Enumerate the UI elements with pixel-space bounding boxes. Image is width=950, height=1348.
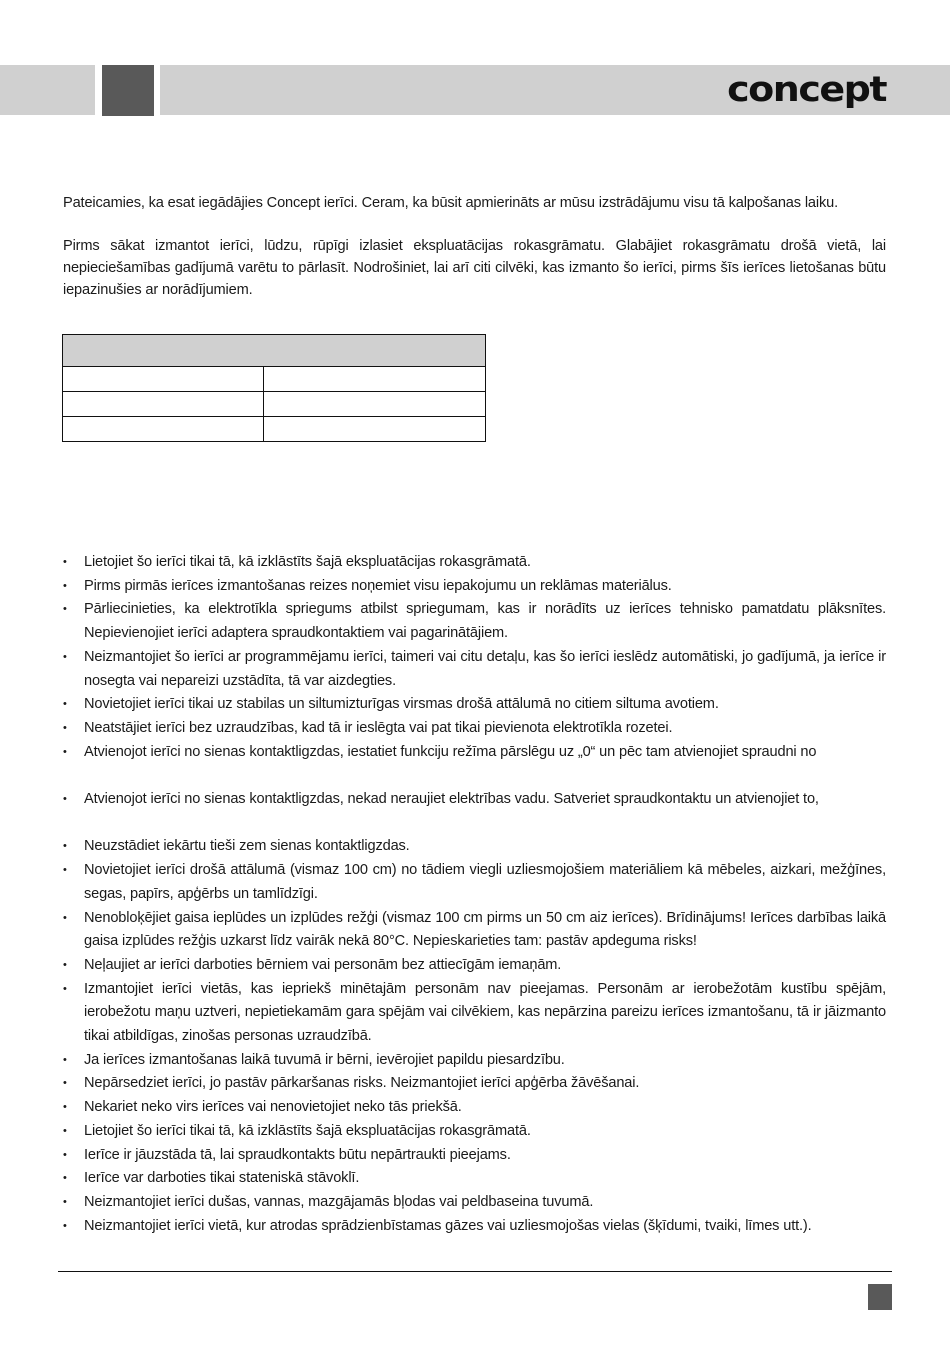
list-item: • Nepārsedziet ierīci, jo pastāv pārkaršanas risks. Neizmantojiet ierīci apģērba žāvēšanai. xyxy=(63,1072,886,1096)
table-row xyxy=(63,417,486,442)
list-item: • Neizmantojiet ierīci vietā, kur atrodas sprādzienbīstamas gāzes vai uzliesmojošas vielas (šķīdumi, tvaiki, līmes utt.). xyxy=(63,1215,886,1239)
footer-divider xyxy=(58,1271,892,1272)
list-item: • Atvienojot ierīci no sienas kontaktligzdas, iestatiet funkciju režīma pārslēgu uz „0“ un pēc tam atvienojiet spraudni no xyxy=(63,741,886,765)
list-item: • Neizmantojiet ierīci dušas, vannas, mazgājamās bļodas vai peldbaseina tuvumā. xyxy=(63,1191,886,1215)
spec-table-header-row xyxy=(63,335,486,367)
list-item: • Pirms pirmās ierīces izmantošanas reizes noņemiet visu iepakojumu un reklāmas materiālus. xyxy=(63,575,886,599)
spec-table-cell xyxy=(63,367,264,392)
list-item: • Nekariet neko virs ierīces vai nenovietojiet neko tās priekšā. xyxy=(63,1096,886,1120)
list-item: • Neuzstādiet iekārtu tieši zem sienas kontaktligzdas. xyxy=(63,835,886,859)
spec-table-header-cell xyxy=(63,335,486,367)
list-item: • Neizmantojiet šo ierīci ar programmējamu ierīci, taimeri vai citu detaļu, kas šo ierīci ieslēdz automātiski, jo gadījumā, ja ierīce ir nosegta vai nepareizi uzstādīta, tā var aizdegties. xyxy=(63,646,886,693)
list-item: • Izmantojiet ierīci vietās, kas iepriekš minētajām personām nav pieejamas. Personām ar ierobežotām kustību spējām, ierobežotu maņu uztveri, nepietiekamām gara spējām vai cilvēkiem, kas nepārzina pareizu ierīces izmantošanu, tā ir jāizmanto tikai atbildīgas, zinošas personas uzraudzībā. xyxy=(63,978,886,1049)
spec-table xyxy=(62,334,486,442)
list-item: • Nenobloķējiet gaisa ieplūdes un izplūdes režģi (vismaz 100 cm pirms un 50 cm aiz ierīces). Brīdinājums! Ierīces darbības laikā gaisa izplūdes režģis uzkarst līdz vairāk nekā 80°C. Nepieskarieties tam: pastāv apdeguma risks! xyxy=(63,907,886,954)
spec-table-cell xyxy=(264,392,486,417)
list-item: • Neatstājiet ierīci bez uzraudzības, kad tā ir ieslēgta vai pat tikai pievienota elektrotīkla rozetei. xyxy=(63,717,886,741)
safety-instructions-list xyxy=(63,551,886,1238)
header-accent-square xyxy=(102,65,154,116)
intro-paragraph-thanks: Pateicamies, ka esat iegādājies Concept ierīci. Ceram, ka būsit apmierināts ar mūsu izstrādājumu visu tā kalpošanas laiku. xyxy=(63,195,838,211)
intro-paragraph-read-manual: Pirms sākat izmantot ierīci, lūdzu, rūpīgi izlasiet ekspluatācijas rokasgrāmatu. Glabājiet rokasgrāmatu drošā vietā, lai nepieciešamības gadījumā varētu to pārlasīt. Nodrošiniet, lai arī citi cilvēki, kas izmanto šo ierīci, pirms šīs ierīces lietošanas būtu iepazinušies ar norādījumiem. xyxy=(63,238,886,298)
list-item: • Ja ierīces izmantošanas laikā tuvumā ir bērni, ievērojiet papildu piesardzību. xyxy=(63,1049,886,1073)
list-item: • Ierīce var darboties tikai stateniskā stāvoklī. xyxy=(63,1167,886,1191)
list-item: • Novietojiet ierīci drošā attālumā (vismaz 100 cm) no tādiem viegli uzliesmojošiem materiāliem kā mēbeles, aizkari, mežģīnes, segas, papīrs, apģērbs un tamlīdzīgi. xyxy=(63,859,886,906)
table-row xyxy=(63,367,486,392)
spec-table-cell xyxy=(63,417,264,442)
list-item: • Neļaujiet ar ierīci darboties bērniem vai personām bez attiecīgām iemaņām. xyxy=(63,954,886,978)
spec-table-cell xyxy=(264,367,486,392)
list-item: • Lietojiet šo ierīci tikai tā, kā izklāstīts šajā ekspluatācijas rokasgrāmatā. xyxy=(63,551,886,575)
list-item: • Novietojiet ierīci tikai uz stabilas un siltumizturīgas virsmas drošā attālumā no citiem siltuma avotiem. xyxy=(63,693,886,717)
spec-table-cell xyxy=(63,392,264,417)
list-item: • Atvienojot ierīci no sienas kontaktligzdas, nekad neraujiet elektrības vadu. Satveriet spraudkontaktu un atvienojiet to, xyxy=(63,788,886,812)
list-item: • Lietojiet šo ierīci tikai tā, kā izklāstīts šajā ekspluatācijas rokasgrāmatā. xyxy=(63,1120,886,1144)
list-item: • Pārliecinieties, ka elektrotīkla spriegums atbilst spriegumam, kas ir norādīts uz ierīces tehnisko pamatdatu plāksnītes. Nepievienojiet ierīci adaptera spraudkontaktiem vai pagarinātājiem. xyxy=(63,598,886,645)
brand-logo: concept xyxy=(727,68,886,110)
header-band-left xyxy=(0,65,95,115)
table-row xyxy=(63,392,486,417)
page-marker-square xyxy=(868,1284,892,1310)
spec-table-cell xyxy=(264,417,486,442)
list-item: • Ierīce ir jāuzstāda tā, lai spraudkontakts būtu nepārtraukti pieejams. xyxy=(63,1144,886,1168)
